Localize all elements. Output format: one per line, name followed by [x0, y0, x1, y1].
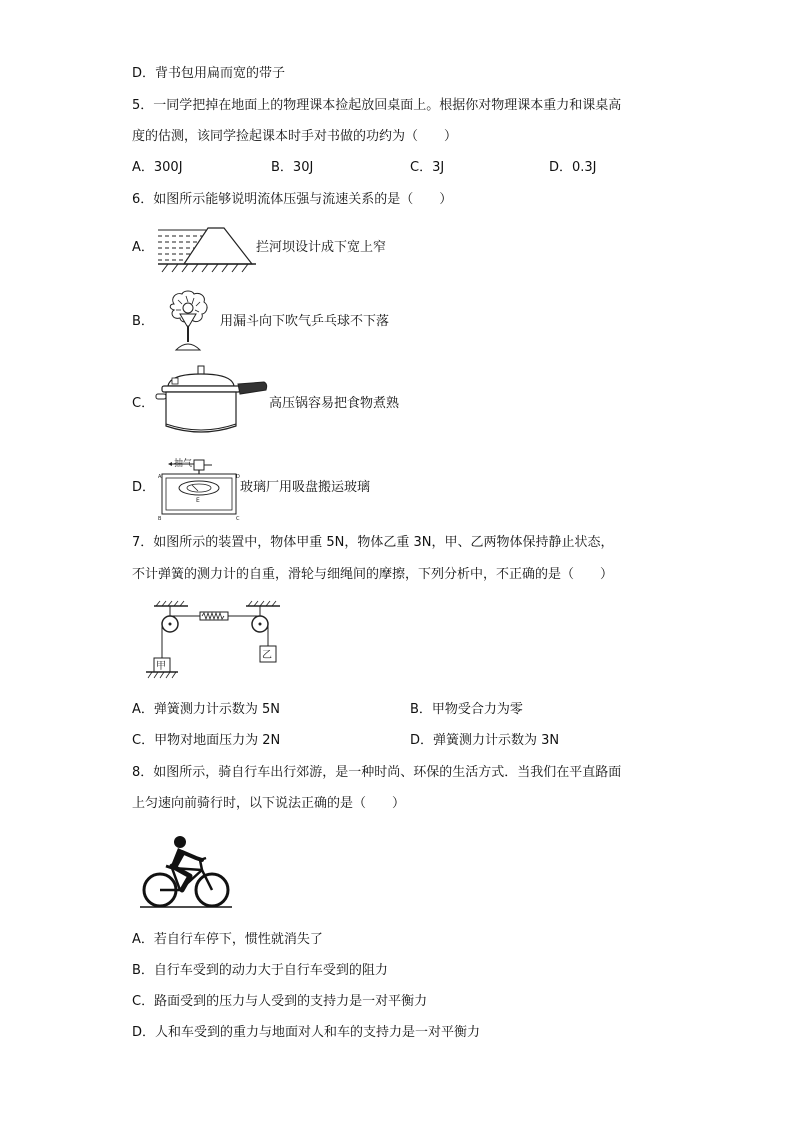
q5-option-c: C．3J	[410, 160, 445, 175]
q6-option-a-text: 拦河坝设计成下宽上窄	[256, 240, 387, 255]
suction-cup-figure	[156, 452, 240, 522]
q7-option-a: A．弹簧测力计示数为 5N	[132, 702, 281, 717]
q7-option-d: D．弹簧测力计示数为 3N	[410, 733, 560, 748]
q7-stem-line2: 不计弹簧的测力计的自重，滑轮与细绳间的摩擦，下列分析中，不正确的是（ ）	[132, 567, 614, 582]
q8-option-c: C．路面受到的压力与人受到的支持力是一对平衡力	[132, 994, 428, 1009]
q7-option-b: B．甲物受合力为零	[410, 702, 523, 717]
q5-option-a: A．300J	[132, 160, 183, 175]
q6-option-b-letter: B．	[132, 314, 154, 329]
block-yi-label: 乙	[262, 650, 272, 661]
q7-option-c: C．甲物对地面压力为 2N	[132, 733, 281, 748]
dam-figure	[158, 222, 258, 274]
q5-option-b: B．30J	[271, 160, 314, 175]
q6-option-d-text: 玻璃厂用吸盘搬运玻璃	[240, 480, 371, 495]
q7-stem-line1: 7．如图所示的装置中，物体甲重 5N，物体乙重 3N，甲、乙两物体保持静止状态，	[132, 535, 614, 550]
pulley-spring-figure	[146, 600, 286, 682]
q8-option-b: B．自行车受到的动力大于自行车受到的阻力	[132, 963, 388, 978]
block-jia-label: 甲	[156, 661, 166, 672]
svg-text:E: E	[196, 497, 200, 504]
q8-option-d: D．人和车受到的重力与地面对人和车的支持力是一对平衡力	[132, 1025, 481, 1040]
svg-text:B: B	[158, 516, 162, 522]
cyclist-figure	[136, 830, 236, 912]
q6-stem: 6．如图所示能够说明流体压强与流速关系的是（ ）	[132, 192, 453, 207]
q6-option-c-letter: C．	[132, 396, 155, 411]
q6-option-a-letter: A．	[132, 240, 154, 255]
q8-stem-line1: 8．如图所示，骑自行车出行郊游，是一种时尚、环保的生活方式．当我们在平直路面	[132, 765, 622, 780]
q4-option-d: D．背书包用扁而宽的带子	[132, 66, 286, 81]
svg-text:C: C	[236, 516, 240, 522]
svg-text:A: A	[158, 474, 162, 480]
q6-option-b-text: 用漏斗向下吹气乒乓球不下落	[220, 314, 390, 329]
q6-option-c-text: 高压锅容易把食物煮熟	[269, 396, 400, 411]
q5-option-d: D．0.3J	[549, 160, 597, 175]
q8-option-a: A．若自行车停下，惯性就消失了	[132, 932, 323, 947]
q5-stem-line1: 5．一同学把掉在地面上的物理课本捡起放回桌面上。根据你对物理课本重力和课桌高	[132, 98, 622, 113]
q6-figure-d-label: 抽气	[174, 459, 193, 469]
pressure-cooker-figure	[152, 364, 270, 440]
q8-stem-line2: 上匀速向前骑行时，以下说法正确的是（ ）	[132, 796, 406, 811]
q6-option-d-letter: D．	[132, 480, 156, 495]
svg-text:D: D	[236, 474, 240, 480]
q5-stem-line2: 度的估测，该同学捡起课本时手对书做的功约为（ ）	[132, 129, 458, 144]
funnel-figure	[166, 290, 216, 354]
